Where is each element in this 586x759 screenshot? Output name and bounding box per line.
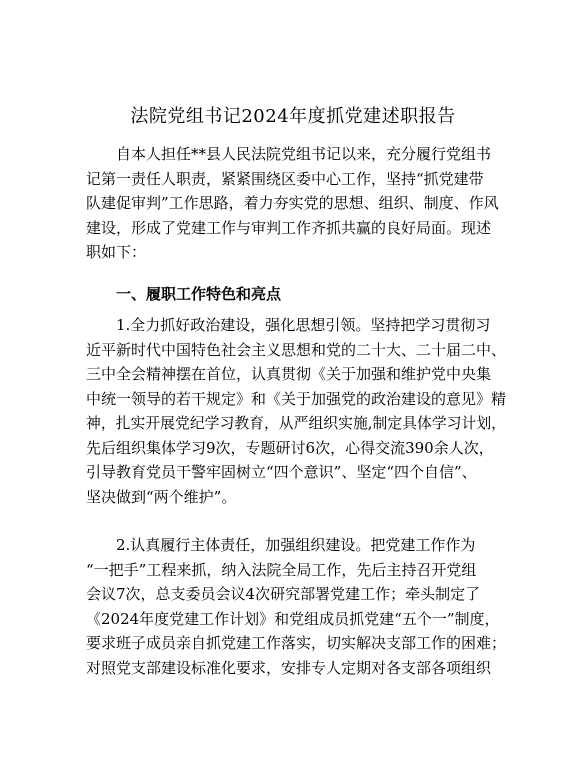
text-line: 2.认真履行主体责任，加强组织建设。把党建工作作为 (116, 536, 476, 554)
intro-paragraph (86, 142, 506, 265)
text-line: 建设，形成了党建工作与审判工作齐抓共赢的良好局面。现述 (86, 218, 492, 237)
text-line: 三中全会精神摆在首位，认真贯彻《关于加强和维护党中央集 (86, 365, 492, 383)
text-line: 中统一领导的若干规定》和《关于加强党的政治建设的意见》精 (86, 389, 506, 408)
text-line: 近平新时代中国特色社会主义思想和党的二十大、二十届二中、 (86, 340, 506, 359)
text-line: 对照党支部建设标准化要求，安排专人定期对各支部各项组织 (86, 658, 492, 677)
section-heading-text: 一、履职工作特色和亮点 (116, 285, 282, 303)
text-line: 神，扎实开展党纪学习教育，从严组织实施,制定具体学习计划， (86, 414, 506, 432)
text-line: 队建促审判”工作思路，着力夯实党的思想、组织、制度、作风 (86, 194, 499, 212)
text-line: 要求班子成员亲自抓党建工作落实，切实解决支部工作的困难； (86, 634, 506, 652)
section-heading (86, 282, 506, 307)
text-line: 记第一责任人职责，紧紧围绕区委中心工作，坚持“抓党建带 (86, 169, 484, 188)
text-line: 先后组织集体学习9次，专题研讨6次，心得交流390余人次， (86, 438, 494, 457)
text-line: 1.全力抓好政治建设，强化思想引领。坚持把学习贯彻习 (116, 316, 491, 334)
text-line: 引导教育党员干警牢固树立“四个意识”、坚定“四个自信”、 (86, 463, 477, 481)
text-line: 职如下： (86, 243, 147, 261)
text-line: 坚决做到“两个维护”。 (86, 487, 237, 506)
document-title: 法院党组书记2024年度抓党建述职报告 (130, 106, 456, 127)
paragraph-2 (86, 533, 506, 680)
text-line: 会议7次，总支委员会议4次研究部署党建工作；牵头制定了 (86, 585, 481, 603)
text-line: 《2024年度党建工作计划》和党组成员抓党建“五个一”制度， (86, 609, 500, 628)
paragraph-1 (86, 313, 506, 509)
text-line: “一把手”工程来抓，纳入法院全局工作，先后主持召开党组 (86, 560, 477, 579)
text-line: 自本人担任**县人民法院党组书记以来，充分履行党组书 (116, 145, 492, 163)
